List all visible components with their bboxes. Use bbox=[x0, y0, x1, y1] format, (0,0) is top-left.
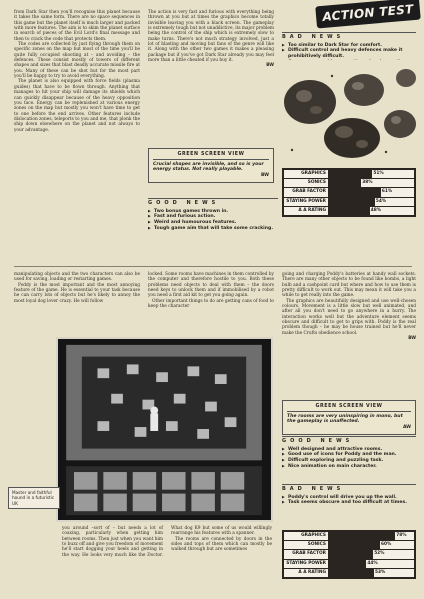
paragraph: The action is very fast and furious with everything being thrown at you but at times the graphics become totally invisible leaving you with a black screen. The gameplay is extremely tough but not unaddictive, its major problem being the control of the ship which is extremely slow to make turns. There's not much strategy involved, just a lot of blasting and moving but fans of the genre will like it. Along with the other two games it makes a pleasing package but if you've got Dark Star already you may feel more than a little cheated if you buy it. bbox=[148, 10, 275, 64]
rating-bar bbox=[329, 207, 414, 215]
rating-row bbox=[284, 532, 414, 540]
rating-bar bbox=[329, 569, 414, 577]
rating-label: GRAPHICS bbox=[284, 170, 328, 178]
paragraph: from Dark Star then you'll recognise this planet because it takes the same form. There are no space sequences in this game but the planet itself is much larger and packed with more features. The aim is to skim the planet surface in search of pieces of the Evil Lord's final message and then to crack the code that protects them. bbox=[14, 10, 140, 42]
rating-fill bbox=[329, 188, 381, 196]
rating-row bbox=[284, 550, 414, 558]
rating-label: SONICS bbox=[284, 179, 328, 187]
rating-fill bbox=[329, 569, 374, 577]
rating-bar bbox=[329, 198, 414, 206]
rating-fill bbox=[329, 532, 395, 540]
bottom-bad-news bbox=[282, 484, 416, 506]
rating-value: 38% bbox=[362, 180, 373, 186]
bad-news-item: ▶ Poddy's control will drive you up the wall. bbox=[282, 495, 416, 501]
top-review-col1 bbox=[14, 10, 140, 133]
rating-value: 78% bbox=[396, 533, 407, 538]
green-screen-signature: AW bbox=[402, 425, 411, 431]
rating-row bbox=[284, 560, 414, 568]
rating-value: 53% bbox=[375, 569, 386, 575]
rating-label: GRAPHICS bbox=[284, 532, 328, 540]
banner-label: ACTION TEST bbox=[321, 2, 415, 24]
paragraph: The planet is also equipped with force fields (plasma guides) that have to be flown through. Anything that manages to hit your ship will damage its shields which can quickly disappear because of the heavy opposition you face. Energy can be replenished at various energy zones on the map but mostly you won't have time to get to one before the end arrives. Other features include dislocation zones, teleports to you and me, that plonk the ship down elsewhere on the planet and not always to your advantage. bbox=[14, 79, 140, 133]
rating-bar bbox=[329, 170, 414, 178]
rating-fill bbox=[329, 541, 380, 549]
paragraph: Other important things to do are getting cans of food to keep the character bbox=[148, 298, 274, 310]
bottom-review-col2-top bbox=[148, 272, 274, 309]
good-news-item: ▶ Nice animation on main character. bbox=[282, 464, 416, 470]
paragraph: locked. Some rooms have machines in them controlled by the computer and therefore hostile to you. Both these problems need objects to deal with them – the doors need keys to unlock them and if immobilised by a robot you need a first aid kit to get you going again. bbox=[148, 272, 274, 299]
rating-value: 52% bbox=[374, 551, 385, 557]
bottom-review-col1-top bbox=[14, 272, 140, 304]
paragraph: The graphics are beautifully designed and use well-chosen colours. Movement is a little slow but well animated, and after all you don't need to go anywhere in a hurry. The interaction works well but the adventure element seems obscure and difficult to get to grips with. Poddy is the real problem though – he may be house trained but he'll never make the Crufts obedience school. bbox=[282, 298, 416, 336]
author-signature: BW bbox=[408, 336, 416, 342]
green-screen-body: The rooms are very uninspiring in mono, but the gameplay is unaffected. bbox=[287, 413, 403, 425]
author-signature: BW bbox=[266, 63, 274, 69]
good-news-item: ▶ Well designed and attractive rooms. bbox=[282, 447, 416, 453]
rating-row bbox=[284, 188, 414, 196]
rating-value: 44% bbox=[367, 560, 378, 566]
paragraph: Poddy is the most important and the most annoying feature of the game. He is essential to your task because he can carry lots of objects but he's likely to annoy the most loyal dog lover crazy. He will follow bbox=[14, 282, 140, 304]
rating-label: A A RATING bbox=[284, 207, 328, 215]
paragraph: you around –sort of – but needs a lot of coaxing, particularly when getting him between rooms. Then just when you want him to buzz off and give you freedom of movement he'll start dogging your heels and getting in the way. He looks very much like the Doctor. What dog K9 but some of us would willingly rearrange his features with a spanner. bbox=[62, 526, 272, 558]
bottom-review-lower-text bbox=[62, 526, 272, 558]
rating-fill bbox=[329, 198, 375, 206]
bad-news-heading: BAD NEWS bbox=[282, 484, 416, 493]
rating-value: 48% bbox=[370, 207, 382, 213]
action-test-banner bbox=[315, 0, 421, 28]
game-screenshot bbox=[56, 337, 273, 522]
asteroid bbox=[384, 110, 416, 138]
bad-news-item: ▶ Difficult control and heavy defences make it prohibitively difficult. bbox=[282, 48, 416, 59]
top-good-news bbox=[148, 198, 278, 232]
rating-row bbox=[284, 541, 414, 549]
green-screen-body: Crucial shapes are invisible, and so is your energy status. Not really playable. bbox=[153, 161, 264, 173]
section-divider bbox=[14, 266, 412, 267]
asteroid bbox=[324, 118, 380, 158]
rating-bar bbox=[329, 550, 414, 558]
bottom-good-news bbox=[282, 436, 416, 470]
rating-row bbox=[284, 198, 414, 206]
rating-bar bbox=[329, 541, 414, 549]
rating-fill bbox=[329, 550, 373, 558]
paragraph: The codes are collected by just flying through them on specific zones on the map but most of the time you'll be quite fully occupied shooting at – and avoiding – the defences. These consist mostly of towers of different shapes and sizes that blast deadly accurate missile fire at you. Many of these can be shot but for the most part you'll be happy to try to avoid everything. bbox=[14, 42, 140, 80]
rating-value: 54% bbox=[375, 198, 387, 204]
rating-label: STAYING POWER bbox=[284, 198, 328, 206]
green-screen-title: GREEN SCREEN VIEW bbox=[287, 404, 411, 412]
rating-fill bbox=[329, 179, 361, 187]
bad-news-item: ▶ Too similar to Dark Star for comfort. bbox=[282, 43, 416, 49]
asteroid bbox=[344, 74, 384, 106]
bad-news-heading: BAD NEWS bbox=[282, 32, 416, 41]
rating-bar bbox=[329, 560, 414, 568]
rating-label: GRAB FACTOR bbox=[284, 188, 328, 196]
rating-fill bbox=[329, 170, 372, 178]
good-news-item: ▶ Two bonus games thrown in. bbox=[148, 209, 278, 215]
bad-news-item: ▶ Task seems obscure and too difficult at times. bbox=[282, 500, 416, 506]
space-illustration bbox=[282, 60, 420, 166]
top-review-col2 bbox=[148, 10, 274, 69]
green-screen-signature: BW bbox=[261, 173, 269, 179]
player-character bbox=[150, 407, 158, 431]
rating-fill bbox=[329, 207, 370, 215]
bottom-ratings-panel bbox=[282, 530, 416, 579]
green-screen-title: GREEN SCREEN VIEW bbox=[153, 152, 269, 160]
rating-label: GRAB FACTOR bbox=[284, 550, 328, 558]
good-news-item: ▶ Good use of icons for Poddy and the man. bbox=[282, 452, 416, 458]
rating-label: A A RATING bbox=[284, 569, 328, 577]
good-news-heading: GOOD NEWS bbox=[148, 198, 278, 207]
rating-bar bbox=[329, 188, 414, 196]
rating-bar bbox=[329, 179, 414, 187]
rating-value: 61% bbox=[381, 189, 393, 195]
rating-label: STAYING POWER bbox=[284, 560, 328, 568]
rating-row bbox=[284, 569, 414, 577]
rating-row bbox=[284, 179, 414, 187]
asteroid bbox=[396, 69, 416, 87]
rating-row bbox=[284, 170, 414, 178]
paragraph: The rooms are connected by doors in the sides and tops of them which can mostly be walked through but are sometimes bbox=[171, 536, 272, 553]
rating-bar bbox=[329, 532, 414, 540]
good-news-item: ▶ Fast and furious action. bbox=[148, 214, 278, 220]
green-screen-view-box bbox=[148, 148, 274, 183]
good-news-item: ▶ Tough game aim that will take some cracking. bbox=[148, 226, 278, 232]
green-screen-view-box bbox=[282, 400, 416, 435]
paragraph: manipulating objects and the two characters can also be used for saving, loading or restarting games. bbox=[14, 272, 140, 283]
good-news-heading: GOOD NEWS bbox=[282, 436, 416, 445]
rating-row bbox=[284, 207, 414, 215]
asteroid bbox=[284, 80, 336, 124]
screenshot-caption: Master and faithful hound in a futuristic UK bbox=[8, 487, 60, 509]
good-news-item: ▶ Difficult exploring and puzzling task. bbox=[282, 458, 416, 464]
bottom-review-col3 bbox=[282, 272, 416, 341]
rating-label: SONICS bbox=[284, 541, 328, 549]
paragraph: going and charging Poddy's batteries at handy wall sockets. There are many other objects to be found like bombs, a light bulb and a cashpoint card but where and how to use them is pretty difficult to work out. This may mean it will take you a while to get really into the game. bbox=[282, 272, 416, 299]
rating-value: 51% bbox=[373, 171, 384, 176]
top-ratings-panel bbox=[282, 168, 416, 217]
rating-value: 60% bbox=[381, 542, 392, 548]
rating-fill bbox=[329, 560, 366, 568]
good-news-item: ▶ Weird and humourous features. bbox=[148, 220, 278, 226]
